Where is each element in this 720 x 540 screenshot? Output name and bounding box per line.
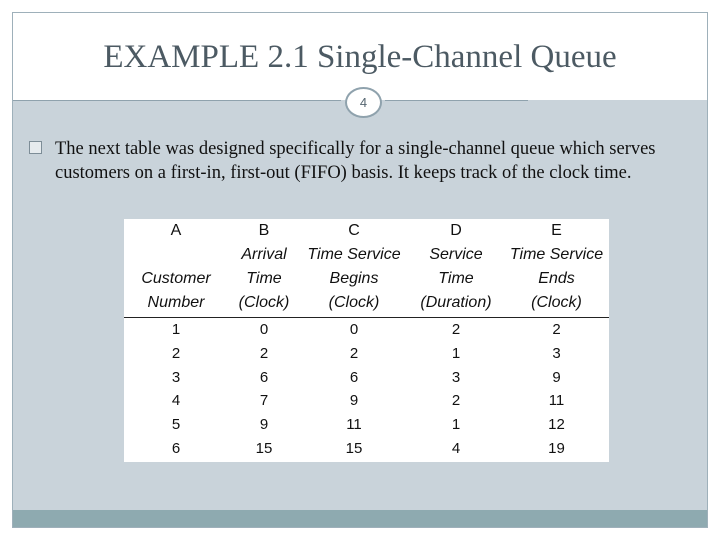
table-cell: 19 [548, 439, 565, 457]
table-row [124, 389, 609, 413]
bullet-text: The next table was designed specifically for a single-channel queue which serves customers on a first-in, first-out (FIFO) basis. It keeps track of the clock time. [55, 139, 656, 183]
column-header: Time Service [509, 246, 604, 263]
table-cell: 9 [552, 368, 561, 386]
column-header: Time [246, 270, 282, 287]
column-letter: D [450, 222, 462, 239]
table-cell: 3 [552, 344, 561, 362]
column-header: Service [429, 246, 483, 263]
table-cell: 6 [171, 439, 181, 457]
column-header: Customer [141, 270, 211, 287]
table-cell: 2 [349, 344, 359, 362]
column-letter: C [348, 222, 360, 239]
table-cell: 0 [349, 321, 359, 338]
table-header-row [124, 267, 609, 291]
table-cell: 2 [259, 344, 269, 362]
column-header: (Clock) [300, 291, 408, 318]
table-cell: 3 [451, 368, 461, 386]
column-header: (Duration) [408, 291, 504, 318]
slide [12, 12, 708, 528]
column-header: Begins [329, 270, 379, 287]
table-row [124, 318, 609, 342]
column-header: Time Service [307, 246, 401, 263]
table-header-row [124, 243, 609, 267]
table-cell: 7 [259, 392, 269, 410]
footer-band [13, 510, 707, 527]
column-letter: A [170, 222, 182, 239]
table-cell: 2 [171, 344, 181, 362]
column-header: Number [124, 291, 228, 318]
page-number-badge: 4 [345, 87, 382, 118]
table-cell: 2 [451, 392, 461, 410]
table-header-row [124, 291, 609, 318]
table-cell: 9 [259, 416, 269, 434]
table-letter-row [124, 219, 609, 243]
slide-title: EXAMPLE 2.1 Single-Channel Queue [103, 39, 617, 75]
bullet-square-icon [29, 141, 42, 154]
table-cell: 3 [171, 368, 181, 386]
table-cell: 4 [171, 392, 181, 410]
table-cell: 15 [255, 439, 273, 457]
table-cell: 15 [345, 439, 363, 457]
column-letter: B [258, 222, 270, 239]
table-cell: 11 [548, 392, 565, 410]
title-divider-right [385, 100, 528, 101]
title-divider-left [13, 100, 341, 101]
column-header [124, 243, 228, 267]
table-cell: 1 [451, 416, 461, 434]
table-cell: 0 [259, 321, 269, 338]
table-cell: 6 [349, 368, 359, 386]
table-row [124, 342, 609, 366]
column-header: Ends [538, 270, 575, 287]
table-row [124, 366, 609, 390]
table-cell: 2 [552, 321, 561, 338]
table-cell: 9 [349, 392, 359, 410]
column-header: Arrival [241, 246, 287, 263]
table-cell: 12 [548, 416, 565, 434]
column-header: Time [438, 270, 474, 287]
table-row [124, 437, 609, 461]
column-header: (Clock) [228, 291, 300, 318]
column-letter: E [551, 222, 562, 239]
table-cell: 11 [346, 416, 362, 434]
table-cell: 4 [451, 439, 461, 457]
queue-table [124, 219, 609, 462]
table-row [124, 413, 609, 437]
table-cell: 1 [451, 344, 461, 362]
table-cell: 5 [171, 416, 181, 434]
table-cell: 6 [259, 368, 269, 386]
table-cell: 1 [171, 321, 181, 338]
table-cell: 2 [451, 321, 461, 338]
column-header: (Clock) [504, 291, 609, 318]
